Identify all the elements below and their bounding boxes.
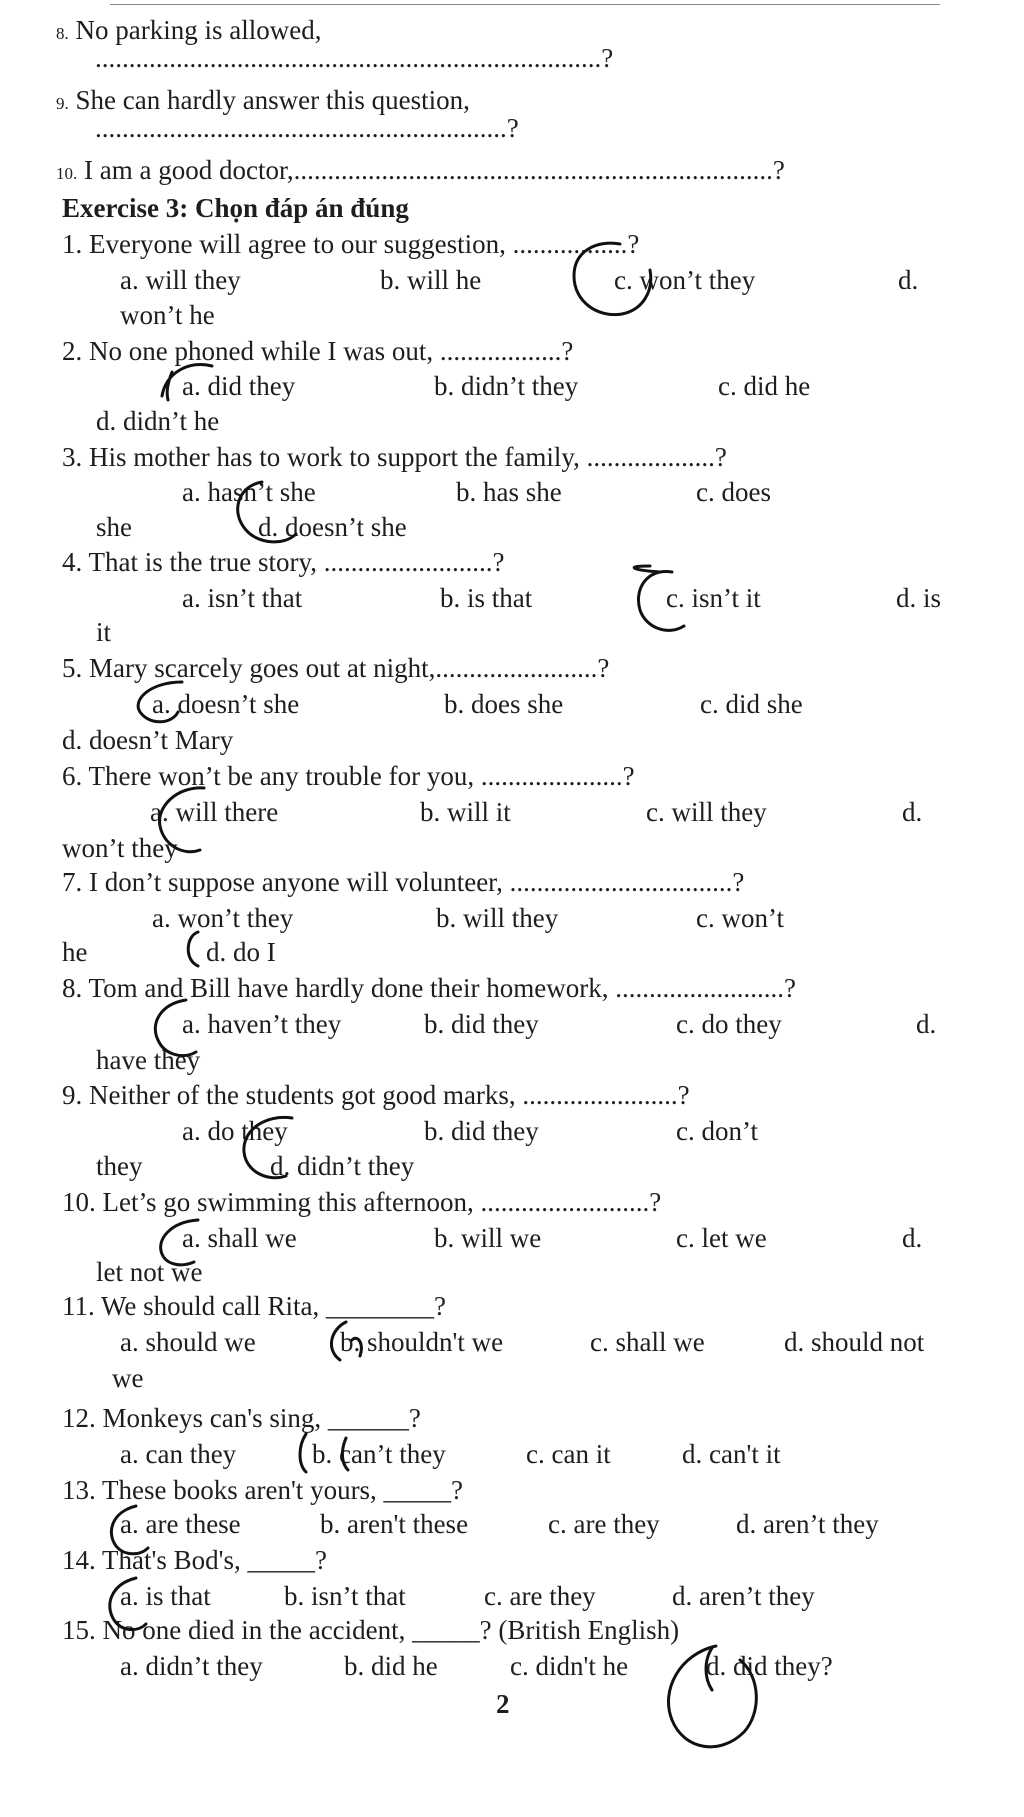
- option-c: c. didn't he: [510, 1651, 629, 1681]
- option-d: d. didn’t he: [96, 406, 220, 436]
- question-stem: 7. I don’t suppose anyone will volunteer, .................................?: [62, 867, 745, 897]
- question-stem: 10. Let’s go swimming this afternoon, .........................?: [62, 1187, 662, 1217]
- answer-circle-q10: [161, 1220, 198, 1265]
- question-stem: 15. No one died in the accident, _____? (British English): [62, 1615, 680, 1645]
- option-b: b. isn’t that: [284, 1581, 406, 1611]
- fill-blank-8: ...........................................................................?: [95, 43, 614, 73]
- option-b: b. did they: [424, 1009, 539, 1039]
- option-c: c. will they: [646, 797, 767, 827]
- option-b: b. does she: [444, 689, 564, 719]
- answer-mark-q2: [162, 364, 212, 400]
- answer-circle-q1: [574, 243, 651, 314]
- option-d: d. did they?: [706, 1651, 833, 1681]
- option-a: a. isn’t that: [182, 583, 303, 613]
- option-c: c. are they: [548, 1509, 660, 1539]
- option-d: d. is: [896, 583, 942, 613]
- option-c: c. did he: [718, 371, 811, 401]
- option-c-continued: they: [96, 1151, 143, 1181]
- option-a: a. did they: [182, 371, 296, 401]
- option-d-continued: have they: [96, 1045, 201, 1075]
- question-stem: 13. These books aren't yours, _____?: [62, 1475, 464, 1505]
- option-c-continued: he: [62, 937, 88, 967]
- option-a: a. haven’t they: [182, 1009, 342, 1039]
- option-c: c. shall we: [590, 1327, 705, 1357]
- question-stem: 2. No one phoned while I was out, ..................?: [62, 336, 574, 366]
- option-c: c. do they: [676, 1009, 782, 1039]
- option-d: d. should not: [784, 1327, 925, 1357]
- option-a: a. won’t they: [152, 903, 294, 933]
- answer-bracket-q7: [188, 932, 198, 966]
- option-b: b. will we: [434, 1223, 542, 1253]
- question-stem: 5. Mary scarcely goes out at night,........................?: [62, 653, 610, 683]
- answer-circle-q13: [111, 1506, 148, 1554]
- option-d: d. didn’t they: [270, 1151, 415, 1181]
- option-a: a. should we: [120, 1327, 256, 1357]
- option-a: a. hasn’t she: [182, 477, 316, 507]
- option-a: a. is that: [120, 1581, 211, 1611]
- option-b: b. has she: [456, 477, 562, 507]
- option-d: d. doesn’t Mary: [62, 725, 234, 755]
- option-a: a. doesn’t she: [152, 689, 300, 719]
- option-a: a. do they: [182, 1116, 288, 1146]
- option-d: d. do I: [206, 937, 276, 967]
- answer-circle-q14: [110, 1578, 146, 1630]
- option-c: c. isn’t it: [666, 583, 761, 613]
- option-b: b. did they: [424, 1116, 539, 1146]
- exercise-title: Exercise 3: Chọn đáp án đúng: [62, 193, 409, 223]
- option-c: c. won’t they: [614, 265, 756, 295]
- option-c: c. are they: [484, 1581, 596, 1611]
- question-stem: 8. Tom and Bill have hardly done their homework, .........................?: [62, 973, 796, 1003]
- option-d-continued: we: [112, 1363, 144, 1393]
- option-d: d. can't it: [682, 1439, 781, 1469]
- answer-bracket-q15: [706, 1648, 712, 1690]
- question-stem: 12. Monkeys can's sing, ______?: [62, 1403, 421, 1433]
- option-b: b. is that: [440, 583, 533, 613]
- answer-circle-q4: [634, 566, 684, 630]
- option-d-continued: won’t he: [120, 300, 215, 330]
- option-d: d.: [902, 797, 923, 827]
- option-b: b. will it: [420, 797, 511, 827]
- option-c-continued: she: [96, 512, 132, 542]
- option-b: b. will he: [380, 265, 482, 295]
- option-a: a. will there: [150, 797, 279, 827]
- option-a: a. can they: [120, 1439, 237, 1469]
- option-d: d.: [902, 1223, 923, 1253]
- question-stem: 4. That is the true story, .........................?: [62, 547, 505, 577]
- answer-circle-q5: [138, 682, 182, 722]
- question-stem: 3. His mother has to work to support the family, ...................?: [62, 442, 727, 472]
- option-b: b. can’t they: [312, 1439, 446, 1469]
- fill-blank-9: .............................................................?: [95, 113, 519, 143]
- option-d-continued: let not we: [96, 1257, 203, 1287]
- option-b: b. aren't these: [320, 1509, 469, 1539]
- option-d: d. aren’t they: [672, 1581, 815, 1611]
- option-c: c. does: [696, 477, 771, 507]
- option-d: d. doesn’t she: [258, 512, 407, 542]
- fill-item-9: 9. She can hardly answer this question,: [56, 85, 470, 115]
- option-c: c. won’t: [696, 903, 784, 933]
- option-b: b. will they: [436, 903, 559, 933]
- fill-item-8: 8. No parking is allowed,: [56, 15, 322, 45]
- question-stem: 9. Neither of the students got good marks, .......................?: [62, 1080, 690, 1110]
- question-stem: 1. Everyone will agree to our suggestion, .................?: [62, 229, 640, 259]
- option-d: d. aren’t they: [736, 1509, 879, 1539]
- answer-bracket-q12: [300, 1434, 348, 1472]
- option-d-continued: it: [96, 617, 112, 647]
- option-c: c. did she: [700, 689, 803, 719]
- fill-item-10: 10. I am a good doctor,.......................................................................?: [56, 155, 785, 185]
- answer-bracket-q11: [331, 1322, 361, 1360]
- answer-circle-q15: [669, 1646, 757, 1747]
- question-stem: 6. There won’t be any trouble for you, .....................?: [62, 761, 635, 791]
- option-c: c. can it: [526, 1439, 611, 1469]
- option-c: c. let we: [676, 1223, 767, 1253]
- option-a: a. shall we: [182, 1223, 297, 1253]
- answer-circle-q6: [159, 788, 204, 852]
- answer-circle-q9: [244, 1117, 292, 1177]
- question-stem: 11. We should call Rita, ________?: [62, 1291, 447, 1321]
- question-stem: 14. That's Bod's, _____?: [62, 1545, 327, 1575]
- option-c: c. don’t: [676, 1116, 758, 1146]
- option-d-continued: won’t they: [62, 833, 178, 863]
- option-a: a. are these: [120, 1509, 241, 1539]
- option-b: b. shouldn't we: [340, 1327, 504, 1357]
- answer-circle-q8: [155, 1000, 196, 1056]
- option-b: b. did he: [344, 1651, 438, 1681]
- option-a: a. will they: [120, 265, 241, 295]
- answer-circle-q3: [238, 482, 296, 542]
- option-d: d.: [898, 265, 919, 295]
- option-a: a. didn’t they: [120, 1651, 263, 1681]
- option-b: b. didn’t they: [434, 371, 579, 401]
- page-number: 2: [496, 1689, 510, 1719]
- option-d: d.: [916, 1009, 937, 1039]
